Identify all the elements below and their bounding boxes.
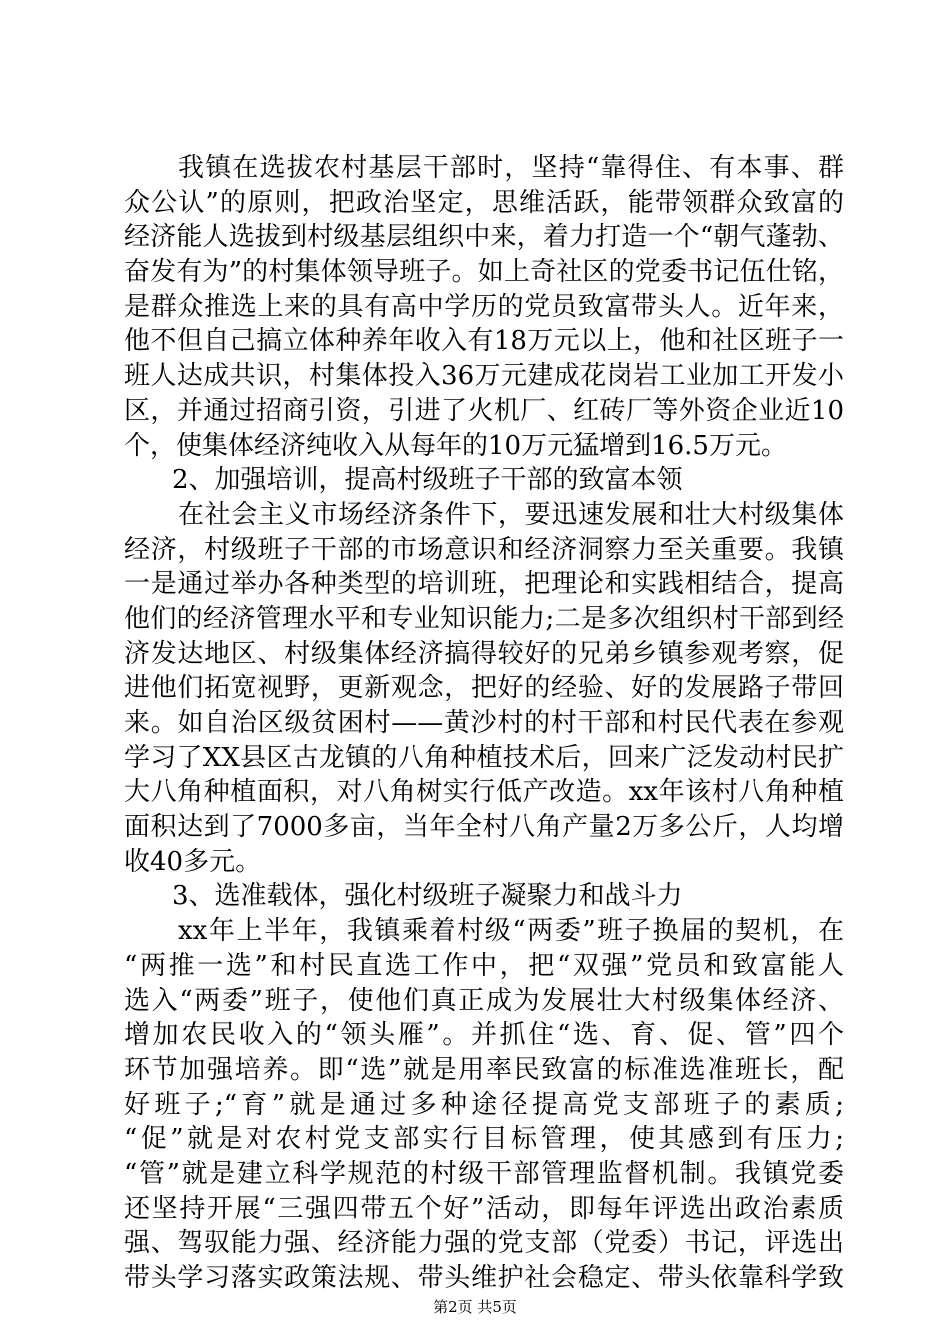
text-line: 面积达到了7000多亩，当年全村八角产量2万多公斤，人均增 [124,812,844,843]
text-line: 还坚持开展“三强四带五个好”活动，即每年评选出政治素质 [124,1193,844,1224]
section-heading: 3、选准载体，强化村级班子凝聚力和战斗力 [172,881,683,912]
text-line: xx年上半年，我镇乘着村级“两委”班子换届的契机，在 [178,916,844,947]
text-line: 区，并通过招商引资，引进了火机厂、红砖厂等外资企业近10 [124,395,844,426]
text-line: 一是通过举办各种类型的培训班，把理论和实践相结合，提高 [124,569,844,600]
text-line: 进他们拓宽视野，更新观念，把好的经验、好的发展路子带回 [124,673,844,704]
text-line: 来。如自治区级贫困村——黄沙村的村干部和村民代表在参观 [124,708,844,738]
text-line: 众公认”的原则，把政治坚定，思维活跃，能带领群众致富的 [124,187,844,218]
text-line: 济发达地区、村级集体经济搞得较好的兄弟乡镇参观考察，促 [124,638,844,669]
page-number-footer: 第2页 共5页 [433,1298,517,1316]
text-line: 在社会主义市场经济条件下，要迅速发展和壮大村级集体 [178,499,844,530]
text-line: 个，使集体经济纯收入从每年的10万元猛增到16.5万元。 [124,430,787,461]
text-line: 学习了XX县区古龙镇的八角种植技术后，回来广泛发动村民扩 [124,742,844,773]
text-line: 强、驾驭能力强、经济能力强的党支部（党委）书记，评选出 [124,1228,844,1259]
text-line: 奋发有为”的村集体领导班子。如上奇社区的党委书记伍仕铭， [124,257,844,288]
text-line: 环节加强培养。即“选”就是用率民致富的标准选准班长，配 [124,1054,844,1085]
section-heading: 2、加强培训，提高村级班子干部的致富本领 [172,465,683,496]
text-line: 是群众推选上来的具有高中学历的党员致富带头人。近年来， [124,291,844,322]
text-line: 班人达成共识，村集体投入36万元建成花岗岩工业加工开发小 [124,361,844,392]
text-line: 好班子;“育”就是通过多种途径提高党支部班子的素质; [124,1089,844,1120]
body-text [124,151,844,1296]
text-line: 带头学习落实政策法规、带头维护社会稳定、带头依靠科学致 [124,1263,844,1293]
text-line: 选入“两委”班子，使他们真正成为发展壮大村级集体经济、 [124,985,844,1016]
text-line: “两推一选”和村民直选工作中，把“双强”党员和致富能人 [124,950,844,981]
text-line: “管”就是建立科学规范的村级干部管理监督机制。我镇党委 [124,1158,844,1189]
text-line: 我镇在选拔农村基层干部时，坚持“靠得住、有本事、群 [178,153,844,183]
text-line: “促”就是对农村党支部实行目标管理，使其感到有压力; [124,1124,844,1155]
text-line: 增加农民收入的“领头雁”。并抓住“选、育、促、管”四个 [124,1020,844,1051]
text-line: 他不但自己搞立体种养年收入有18万元以上，他和社区班子一 [124,326,844,357]
text-line: 大八角种植面积，对八角树实行低产改造。xx年该村八角种植 [124,777,844,808]
text-line: 经济，村级班子干部的市场意识和经济洞察力至关重要。我镇 [124,534,844,565]
text-line: 收40多元。 [124,846,262,877]
text-line: 经济能人选拔到村级基层组织中来，着力打造一个“朝气蓬勃、 [124,222,844,253]
text-line: 他们的经济管理水平和专业知识能力;二是多次组织村干部到经 [124,603,844,634]
